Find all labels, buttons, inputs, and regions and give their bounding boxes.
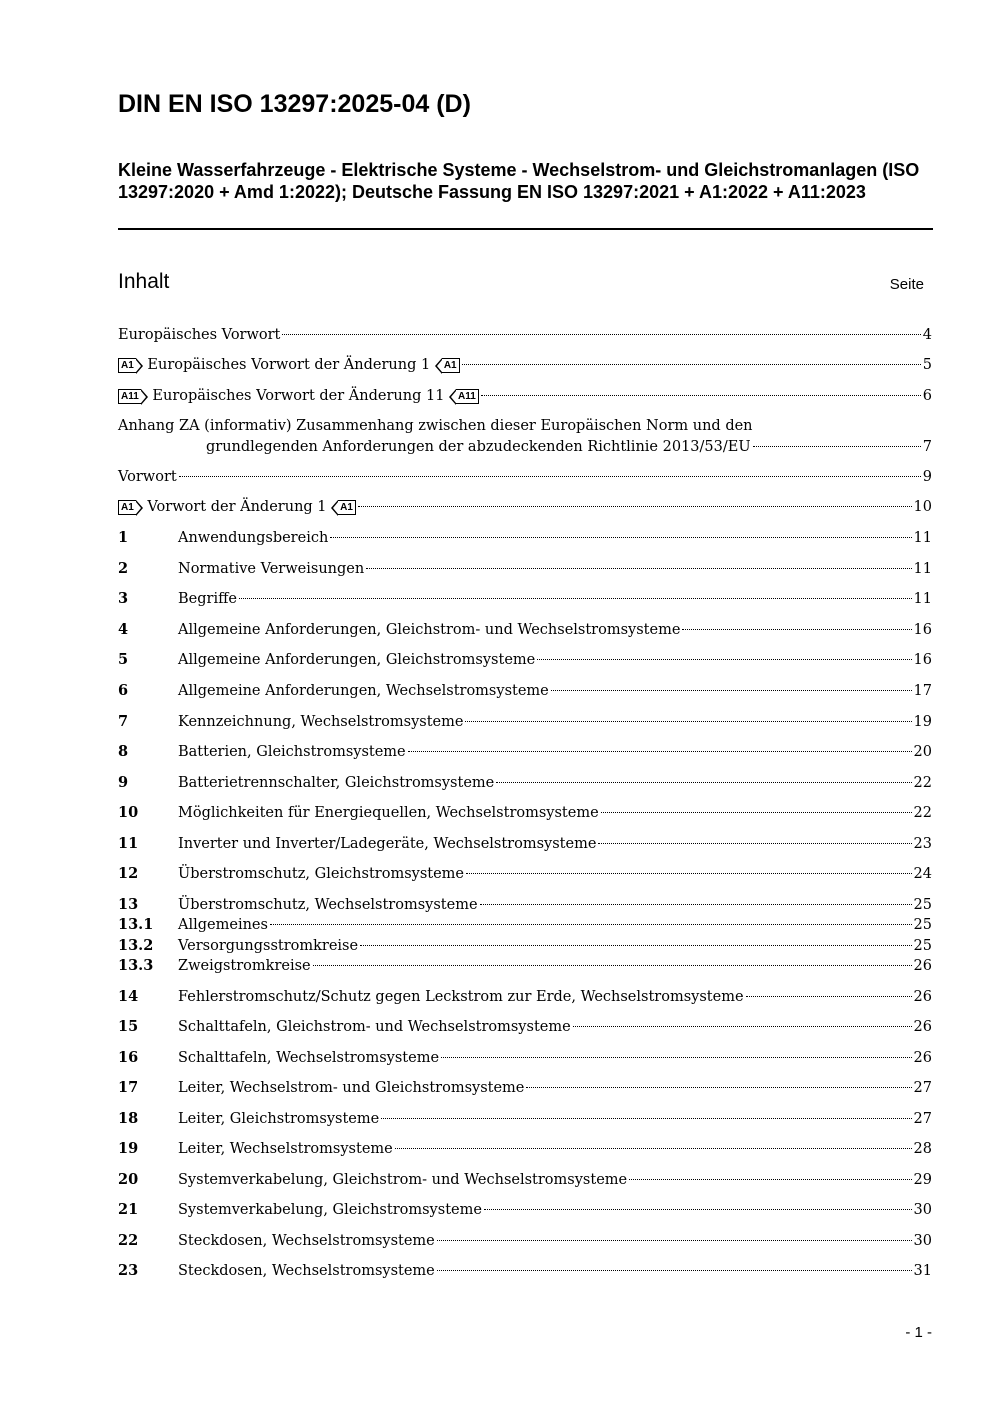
toc-entry-page: 26	[913, 989, 932, 1005]
toc-entry-page: 11	[913, 530, 932, 546]
toc-entry-title-line2: grundlegenden Anforderungen der abzudeckenden Richtlinie 2013/53/EU	[206, 439, 751, 455]
toc-entry-page: 6	[922, 388, 932, 404]
toc-entry-number: 20	[118, 1171, 139, 1188]
toc-entry-13-3[interactable]	[118, 956, 932, 976]
toc-entry-title: Europäisches Vorwort der Änderung 1	[147, 357, 431, 373]
toc-entry-page: 11	[913, 591, 932, 607]
leader-dots	[601, 812, 912, 813]
toc-entry-3[interactable]	[118, 589, 932, 609]
toc-entry-21[interactable]	[118, 1200, 932, 1220]
toc-entry-title: Allgemeine Anforderungen, Gleichstromsysteme	[178, 652, 536, 668]
toc-entry-title: Batterietrennschalter, Gleichstromsysteme	[178, 775, 495, 791]
document-subtitle: Kleine Wasserfahrzeuge - Elektrische Systeme - Wechselstrom- und Gleichstromanlagen (ISO 13297:2020 + Amd 1:2022); Deutsche Fassung EN ISO 13297:2021 + A1:2022 + A11:2023	[118, 160, 920, 202]
leader-dots	[746, 996, 912, 997]
toc-entry-22[interactable]	[118, 1231, 932, 1251]
leader-dots	[629, 1179, 911, 1180]
toc-entry-title: Inverter und Inverter/Ladegeräte, Wechselstromsysteme	[178, 836, 597, 852]
toc-entry-number: 13.3	[118, 957, 154, 974]
toc-entry-title: Versorgungsstromkreise	[178, 938, 359, 954]
toc-entry-page: 17	[913, 683, 932, 699]
leader-dots	[270, 924, 912, 925]
toc-entry-number: 22	[118, 1232, 139, 1249]
toc-entry-title: Normative Verweisungen	[178, 561, 365, 577]
toc-entry-page: 23	[913, 836, 932, 852]
toc-entry-page: 28	[913, 1141, 932, 1157]
toc-entry-page: 16	[913, 622, 932, 638]
toc-entry-page: 26	[913, 1019, 932, 1035]
toc-entry-page: 9	[922, 469, 932, 485]
toc-entry-page: 30	[913, 1233, 932, 1249]
toc-entry-title: Leiter, Wechselstromsysteme	[178, 1141, 393, 1157]
toc-entry-page: 11	[913, 561, 932, 577]
toc-entry-title: Systemverkabelung, Gleichstrom- und Wechselstromsysteme	[178, 1172, 628, 1188]
leader-dots	[239, 598, 912, 599]
leader-dots	[441, 1057, 912, 1058]
leader-dots	[282, 334, 920, 335]
toc-entry-number: 13.1	[118, 916, 154, 933]
toc-entry-1[interactable]	[118, 528, 932, 548]
toc-entry-13-1[interactable]	[118, 915, 932, 935]
toc-entry-number: 9	[118, 774, 129, 791]
toc-entry-number: 7	[118, 713, 129, 730]
toc-entry-17[interactable]	[118, 1078, 932, 1098]
toc-entry-title: Batterien, Gleichstromsysteme	[178, 744, 406, 760]
toc-entry-page: 25	[913, 938, 932, 954]
leader-dots	[313, 965, 912, 966]
toc-entry-number: 1	[118, 529, 129, 546]
toc-entry-title: Allgemeine Anforderungen, Gleichstrom- und Wechselstromsysteme	[178, 622, 681, 638]
toc-entry-title: Möglichkeiten für Energiequellen, Wechselstromsysteme	[178, 805, 599, 821]
toc-entry-page: 19	[913, 714, 932, 730]
toc-entry-5[interactable]	[118, 650, 932, 670]
toc-entry-9[interactable]	[118, 773, 932, 793]
toc-entry-20[interactable]	[118, 1170, 932, 1190]
toc-entry-title: Europäisches Vorwort der Änderung 11	[152, 388, 445, 404]
amendment-start-marker-icon: A1	[118, 358, 136, 373]
leader-dots	[330, 537, 911, 538]
leader-dots	[484, 1209, 912, 1210]
toc-entry-title: Kennzeichnung, Wechselstromsysteme	[178, 714, 464, 730]
toc-entry-title: Vorwort	[118, 469, 177, 485]
toc-entry-number: 15	[118, 1018, 139, 1035]
toc-entry-number: 10	[118, 804, 139, 821]
toc-entry-vorwort[interactable]	[118, 467, 932, 487]
leader-dots	[551, 690, 912, 691]
toc-entry-16[interactable]	[118, 1048, 932, 1068]
leader-dots	[437, 1270, 912, 1271]
toc-entry-title-line1: Anhang ZA (informativ) Zusammenhang zwischen dieser Europäischen Norm und den	[118, 418, 753, 434]
toc-entry-title: Anwendungsbereich	[178, 530, 329, 546]
toc-page-column-label: Seite	[889, 276, 924, 293]
leader-dots	[465, 721, 911, 722]
toc-entry-page: 27	[913, 1080, 932, 1096]
toc-entry-13-2[interactable]	[118, 936, 932, 956]
document-title: DIN EN ISO 13297:2025-04 (D)	[118, 90, 471, 118]
toc-entry-number: 17	[118, 1079, 139, 1096]
leader-dots	[573, 1026, 912, 1027]
toc-entry-europaeisches-vorwort[interactable]	[118, 325, 932, 345]
toc-entry-page: 24	[913, 866, 932, 882]
toc-entry-page: 31	[913, 1263, 932, 1279]
leader-dots	[462, 364, 921, 365]
toc-entry-23[interactable]	[118, 1261, 932, 1281]
leader-dots	[480, 904, 912, 905]
toc-entry-title: Steckdosen, Wechselstromsysteme	[178, 1233, 435, 1249]
toc-entry-19[interactable]	[118, 1139, 932, 1159]
toc-entry-page: 29	[913, 1172, 932, 1188]
toc-entry-12[interactable]	[118, 864, 932, 884]
toc-entry-number: 23	[118, 1262, 139, 1279]
toc-entry-page: 26	[913, 958, 932, 974]
toc-entry-page: 10	[913, 499, 932, 515]
toc-entry-page: 7	[922, 439, 932, 455]
toc-entry-number: 3	[118, 590, 129, 607]
leader-dots	[437, 1240, 912, 1241]
toc-entry-15[interactable]	[118, 1017, 932, 1037]
toc-entry-number: 4	[118, 621, 129, 638]
toc-entry-title: Allgemeines	[178, 917, 268, 933]
leader-dots	[179, 476, 921, 477]
leader-dots	[753, 446, 921, 447]
toc-entry-title: Überstromschutz, Wechselstromsysteme	[178, 897, 478, 913]
toc-entry-page: 5	[922, 357, 932, 373]
toc-entry-anhang-za[interactable]	[118, 416, 932, 458]
toc-entry-number: 19	[118, 1140, 139, 1157]
leader-dots	[358, 506, 912, 507]
amendment-start-marker-icon: A11	[118, 389, 141, 404]
leader-dots	[481, 395, 921, 396]
title-divider	[118, 228, 933, 230]
toc-entry-number: 8	[118, 743, 129, 760]
amendment-end-marker-icon: A11	[456, 389, 479, 404]
toc-entry-title: Vorwort der Änderung 1	[147, 499, 327, 515]
leader-dots	[408, 751, 912, 752]
leader-dots	[381, 1118, 911, 1119]
toc-entry-title: Europäisches Vorwort	[118, 327, 281, 343]
leader-dots	[526, 1087, 911, 1088]
toc-heading: Inhalt	[118, 270, 170, 293]
leader-dots	[496, 782, 911, 783]
toc-entry-page: 22	[913, 805, 932, 821]
toc-entry-title: Allgemeine Anforderungen, Wechselstromsysteme	[178, 683, 549, 699]
toc-entry-page: 30	[913, 1202, 932, 1218]
toc-entry-title: Systemverkabelung, Gleichstromsysteme	[178, 1202, 482, 1218]
toc-entry-title: Leiter, Wechselstrom- und Gleichstromsysteme	[178, 1080, 525, 1096]
leader-dots	[682, 629, 911, 630]
toc-entry-number: 6	[118, 682, 129, 699]
toc-entry-vorwort-aenderung-11[interactable]	[118, 386, 932, 406]
page-number: - 1 -	[905, 1324, 932, 1341]
toc-entry-page: 26	[913, 1050, 932, 1066]
toc-entry-2[interactable]	[118, 559, 932, 579]
toc-entry-page: 20	[913, 744, 932, 760]
toc-entry-title: Zweigstromkreise	[178, 958, 311, 974]
toc-entry-number: 2	[118, 560, 129, 577]
toc-entry-page: 27	[913, 1111, 932, 1127]
toc-entry-13[interactable]	[118, 895, 932, 915]
toc-entry-number: 5	[118, 651, 129, 668]
toc-entry-title: Fehlerstromschutz/Schutz gegen Leckstrom zur Erde, Wechselstromsysteme	[178, 989, 744, 1005]
toc-entry-6[interactable]	[118, 681, 932, 701]
toc-entry-vorwort-der-aenderung-1[interactable]	[118, 497, 932, 517]
toc-entry-vorwort-aenderung-1[interactable]	[118, 355, 932, 375]
leader-dots	[395, 1148, 912, 1149]
toc-entry-7[interactable]	[118, 712, 932, 732]
toc-entry-4[interactable]	[118, 620, 932, 640]
amendment-start-marker-icon: A1	[118, 500, 136, 515]
toc-entry-page: 22	[913, 775, 932, 791]
toc-entry-number: 12	[118, 865, 139, 882]
toc-entry-11[interactable]	[118, 834, 932, 854]
amendment-end-marker-icon: A1	[338, 500, 356, 515]
toc-entry-title: Leiter, Gleichstromsysteme	[178, 1111, 380, 1127]
toc-entry-title: Schalttafeln, Wechselstromsysteme	[178, 1050, 440, 1066]
toc-entry-14[interactable]	[118, 987, 932, 1007]
toc-entry-page: 25	[913, 897, 932, 913]
toc-entry-18[interactable]	[118, 1109, 932, 1129]
toc-entry-number: 13	[118, 896, 139, 913]
toc-entry-number: 21	[118, 1201, 139, 1218]
toc-entry-number: 13.2	[118, 937, 154, 954]
leader-dots	[466, 873, 912, 874]
toc-entry-10[interactable]	[118, 803, 932, 823]
toc-entry-title: Begriffe	[178, 591, 237, 607]
leader-dots	[360, 945, 911, 946]
leader-dots	[537, 659, 911, 660]
toc-entry-number: 11	[118, 835, 139, 852]
toc-entry-page: 16	[913, 652, 932, 668]
toc-entry-8[interactable]	[118, 742, 932, 762]
leader-dots	[366, 568, 911, 569]
toc-entry-title: Schalttafeln, Gleichstrom- und Wechselstromsysteme	[178, 1019, 571, 1035]
toc-entry-page: 4	[922, 327, 932, 343]
amendment-end-marker-icon: A1	[442, 358, 460, 373]
toc-entry-title: Überstromschutz, Gleichstromsysteme	[178, 866, 465, 882]
leader-dots	[598, 843, 911, 844]
toc-entry-title: Steckdosen, Wechselstromsysteme	[178, 1263, 435, 1279]
toc-entry-number: 18	[118, 1110, 139, 1127]
toc-entry-number: 14	[118, 988, 139, 1005]
toc-entry-page: 25	[913, 917, 932, 933]
toc-entry-number: 16	[118, 1049, 139, 1066]
